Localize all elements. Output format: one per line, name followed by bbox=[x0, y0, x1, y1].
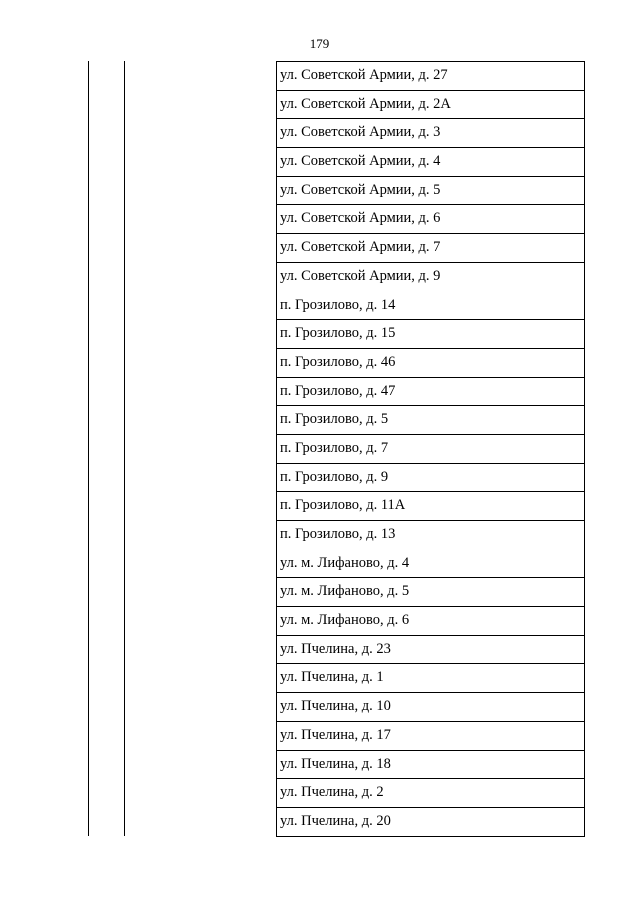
table-row bbox=[277, 204, 584, 233]
address-cell: п. Грозилово, д. 7 bbox=[280, 439, 389, 456]
address-cell: ул. м. Лифаново, д. 5 bbox=[280, 583, 410, 600]
table-row bbox=[277, 778, 584, 807]
table-row bbox=[277, 319, 584, 348]
table-row bbox=[277, 721, 584, 750]
table-row bbox=[277, 635, 584, 664]
table-row bbox=[277, 262, 584, 291]
address-cell: ул. м. Лифаново, д. 4 bbox=[280, 554, 410, 571]
address-cell: ул. м. Лифаново, д. 6 bbox=[280, 612, 410, 629]
table-row bbox=[277, 520, 584, 549]
address-cell: ул. Советской Армии, д. 4 bbox=[280, 153, 441, 170]
address-cell: ул. Пчелина, д. 17 bbox=[280, 726, 391, 743]
page-number: 179 bbox=[309, 36, 330, 51]
address-cell: ул. Советской Армии, д. 9 bbox=[280, 267, 441, 284]
address-cell: ул. Пчелина, д. 23 bbox=[280, 640, 391, 657]
table-row bbox=[277, 434, 584, 463]
table-row bbox=[277, 606, 584, 635]
address-cell: ул. Пчелина, д. 20 bbox=[280, 812, 391, 829]
table-row bbox=[277, 549, 584, 578]
address-table bbox=[276, 61, 585, 837]
address-cell: ул. Советской Армии, д. 27 bbox=[280, 67, 448, 83]
table-row bbox=[277, 377, 584, 406]
table-row bbox=[277, 90, 584, 119]
table-row bbox=[277, 61, 584, 90]
table-row bbox=[277, 348, 584, 377]
address-cell: п. Грозилово, д. 9 bbox=[280, 468, 389, 485]
address-cell: ул. Советской Армии, д. 2А bbox=[280, 95, 451, 112]
address-cell: п. Грозилово, д. 11А bbox=[280, 497, 406, 514]
table-row bbox=[277, 147, 584, 176]
table-row bbox=[277, 118, 584, 147]
table-row bbox=[277, 663, 584, 692]
table-row bbox=[277, 692, 584, 721]
address-cell: п. Грозилово, д. 14 bbox=[280, 296, 396, 313]
address-cell: п. Грозилово, д. 13 bbox=[280, 526, 396, 542]
address-cell: п. Грозилово, д. 5 bbox=[280, 411, 389, 428]
table-row bbox=[277, 491, 584, 520]
address-cell: п. Грозилово, д. 46 bbox=[280, 353, 396, 370]
table-row bbox=[277, 750, 584, 779]
table-row bbox=[277, 807, 584, 836]
address-cell: ул. Пчелина, д. 10 bbox=[280, 698, 391, 715]
table-row bbox=[277, 463, 584, 492]
table-column-divider-left bbox=[88, 61, 89, 836]
table-column-divider-middle bbox=[124, 61, 125, 836]
table-row bbox=[277, 577, 584, 606]
table-row bbox=[277, 291, 584, 320]
address-cell: ул. Пчелина, д. 18 bbox=[280, 755, 391, 772]
address-cell: п. Грозилово, д. 15 bbox=[280, 325, 396, 342]
address-cell: ул. Советской Армии, д. 7 bbox=[280, 239, 441, 256]
address-cell: ул. Пчелина, д. 2 bbox=[280, 784, 384, 801]
address-cell: ул. Советской Армии, д. 3 bbox=[280, 124, 441, 141]
address-cell: ул. Советской Армии, д. 5 bbox=[280, 181, 441, 198]
table-row bbox=[277, 405, 584, 434]
address-cell: п. Грозилово, д. 47 bbox=[280, 382, 396, 399]
table-row bbox=[277, 176, 584, 205]
table-row bbox=[277, 233, 584, 262]
address-cell: ул. Советской Армии, д. 6 bbox=[280, 210, 441, 227]
address-cell: ул. Пчелина, д. 1 bbox=[280, 669, 384, 686]
